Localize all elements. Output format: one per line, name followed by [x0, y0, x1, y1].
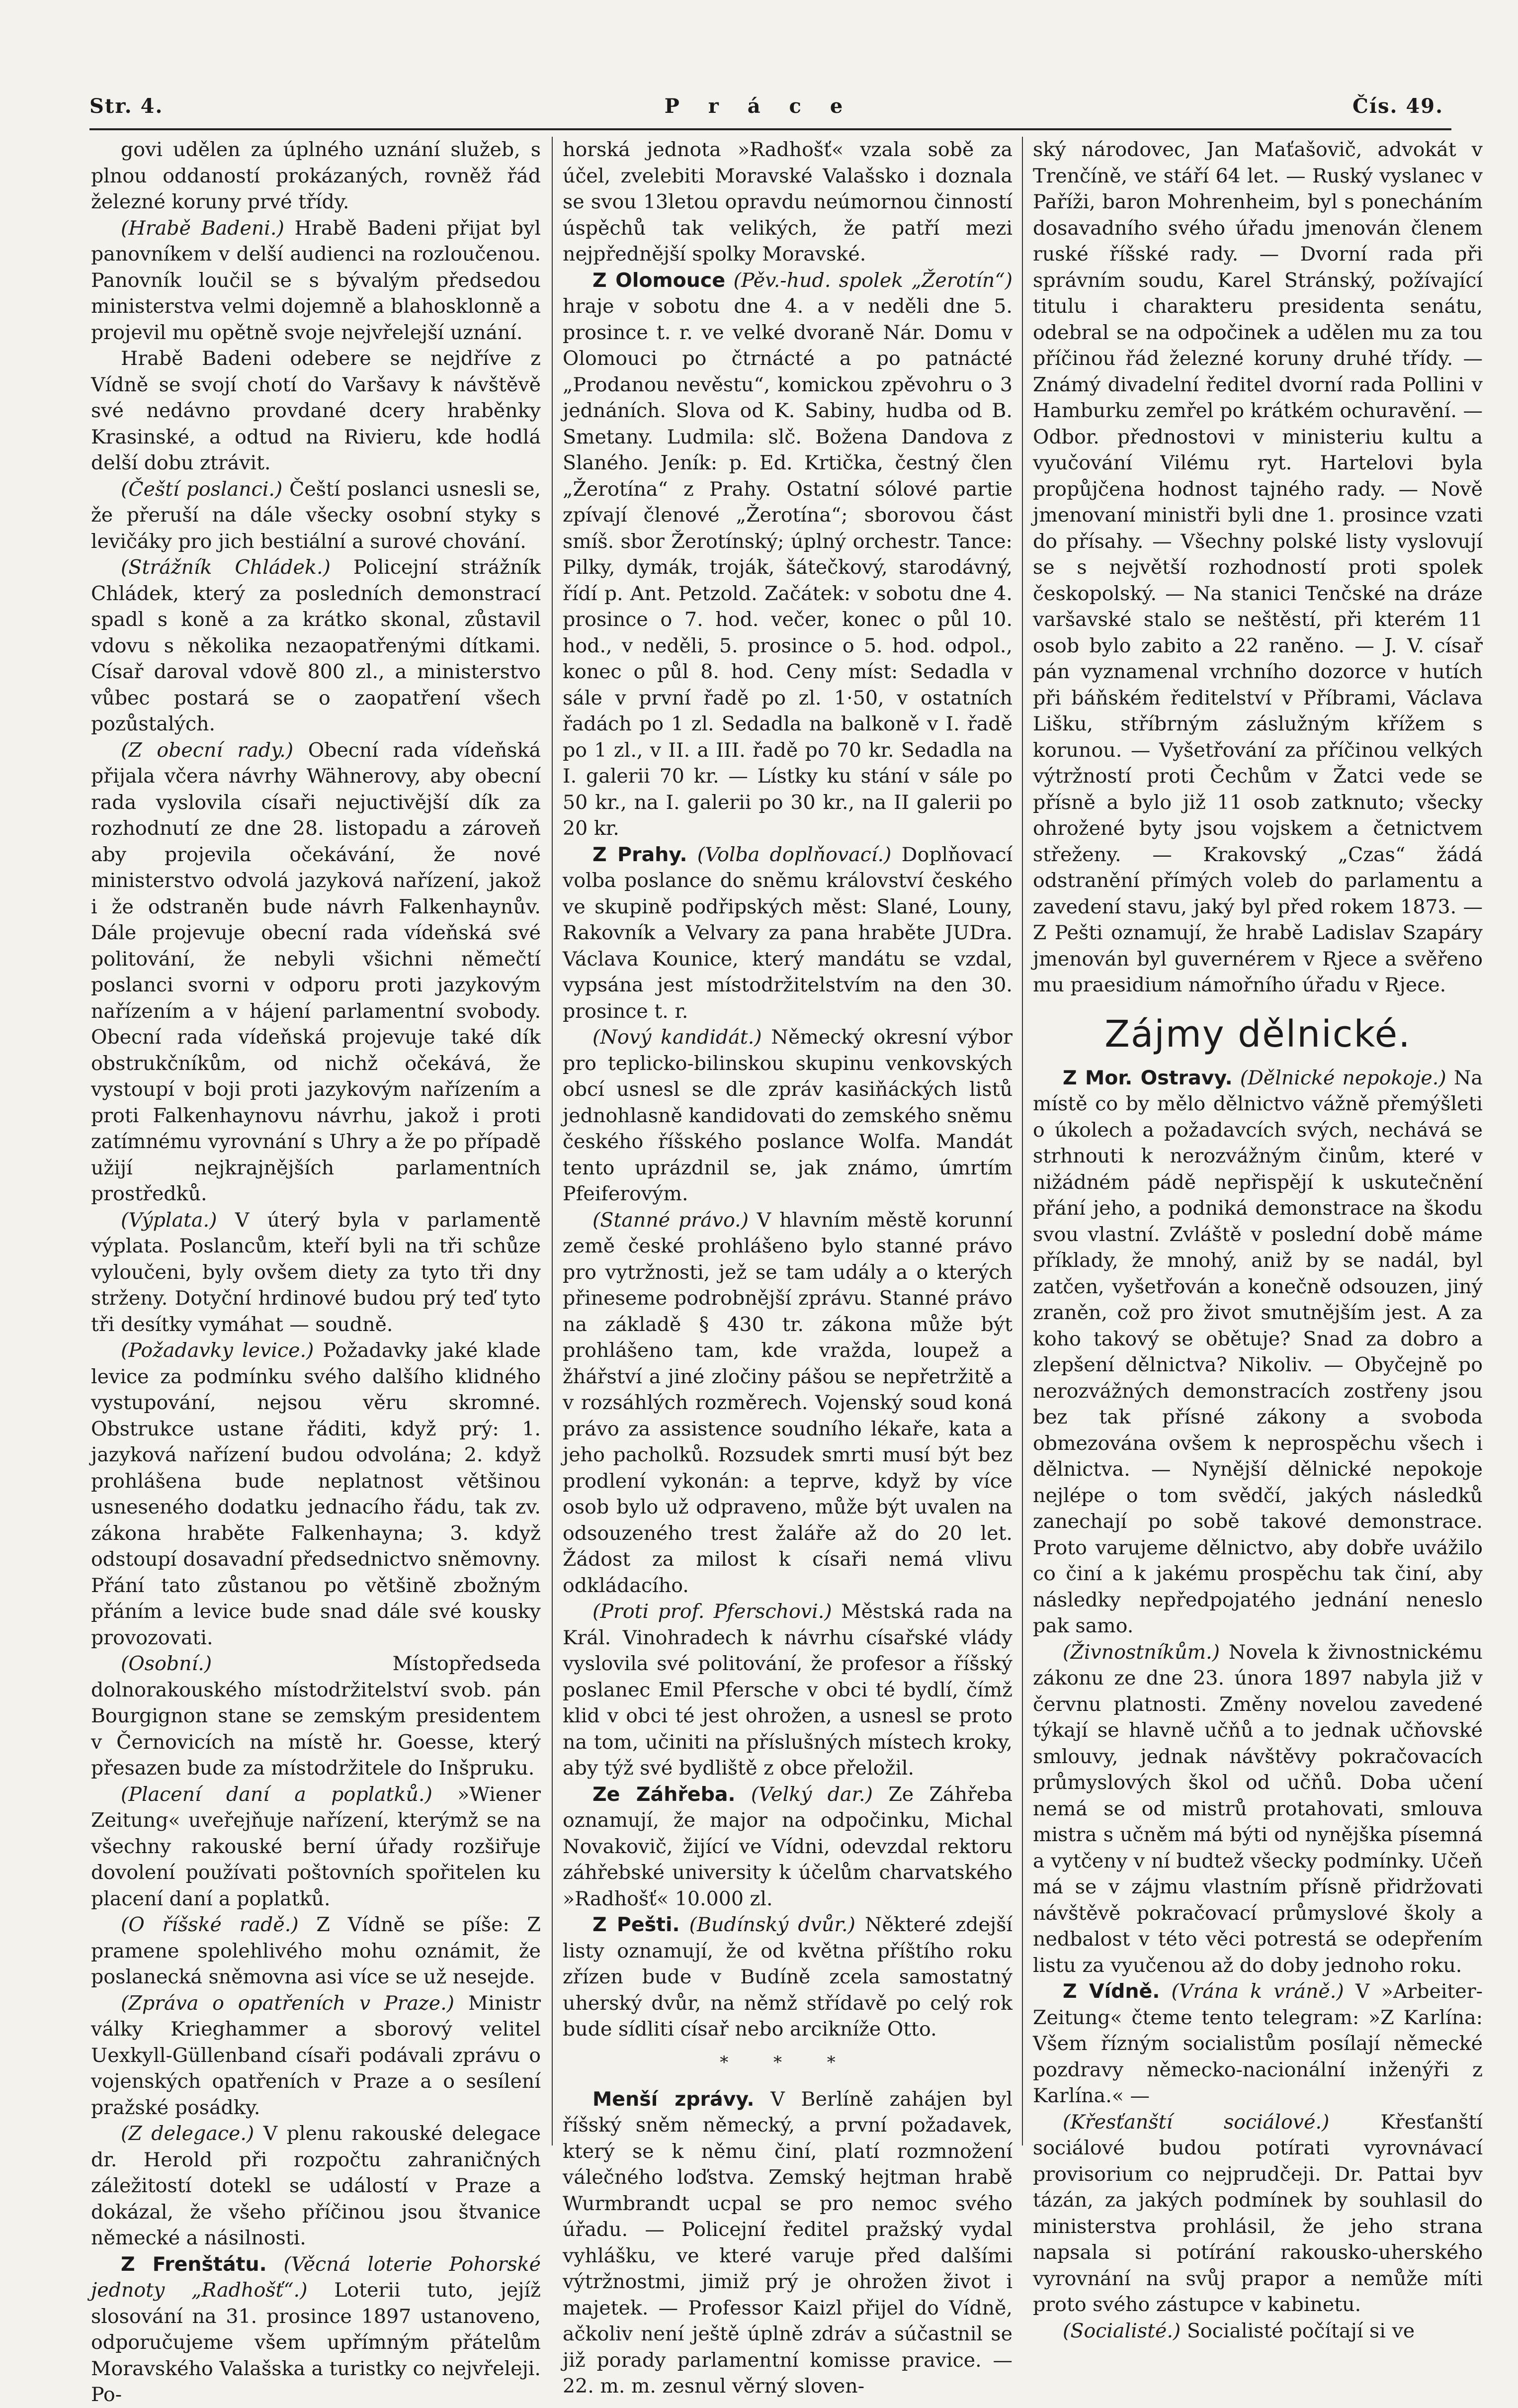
- article-dateline: Z Vídně.: [1063, 1980, 1160, 2003]
- article-heading: (Požadavky levice.): [121, 1339, 314, 1362]
- article-text: Požadavky jaké klade levice za podmínku svého dalšího klidného vystupování, nejsou věru skromné. Obstrukce ustane řáditi, když prý: 1. jazyková nařízení budou odvolána; 2. když prohlášena bude neplatnost většinou usneseného dodatku jednacího řádu, tak zv. zákona hraběte Falkenhayna; 3. když odstoupí dosavadní předsednictvo sněmovny. Přání tato zůstanou po většině zbožným přáním a levice bude snad dále své kousky provozovati.: [91, 1339, 541, 1649]
- article-paragraph: [91, 1990, 541, 2121]
- article-heading: (O říšské radě.): [121, 1913, 299, 1936]
- article-paragraph: [91, 215, 541, 346]
- article-text: Čeští poslanci usnesli se, že přeruší na dále všecky osobní styky s levičáky pro jich bestiální a surové chování.: [91, 477, 541, 553]
- article-dateline: Z Frenštátu.: [121, 2252, 267, 2276]
- article-text: Hrabě Badeni odebere se nejdříve z Vídně se svojí chotí do Varšavy k návštěvě své nedávno provdané dcery hraběnky Krasinské, a odtud na Rivieru, kde hodlá delší dobu ztrávit.: [91, 347, 541, 474]
- article-text: V hlavním městě korunní země české prohlášeno bylo stanné právo pro vytržnosti, jež se tam udály a o kterých přineseme podrobnější zprávu. Stanné právo na základě § 430 tr. zákona může být prohlášeno tam, kde vražda, loupež a žhářství a jiné zločiny pášou se nepřetržitě a v rozsáhlých rozměrech. Vojenský soud koná právo za assistence soudního lékaře, kata a jeho pacholků. Rozsudek smrti musí být bez prodlení vykonán: a teprve, když by více osob bylo už odpraveno, může být uvalen na odsouzeného trest žaláře až do 20 let. Žádost za milost k císaři nemá vlivu odkládacího.: [563, 1208, 1012, 1597]
- article-text: govi udělen za úplného uznání služeb, s plnou oddaností prokázaných, rovněž řád železné koruny prvé třídy.: [91, 138, 541, 213]
- column-3: [1033, 137, 1483, 2342]
- article-heading: (Placení daní a poplatků.): [121, 1783, 432, 1806]
- article-paragraph: [1033, 1065, 1483, 1639]
- article-text: Novela k živnostnickému zákonu ze dne 23. února 1897 nabyla již v červnu platnosti. Změny novelou zavedené týkají se hlavně učňů a to jednak učňovské smlouvy, jednak návštěvy pokračovacích průmyslových škol od učňů. Doba učení nemá se od mistrů protahovati, smlouva mistra s učněm má býti od nynějška písemná a vytčeny v ní budtež všecky podmínky. Učeň má se v zájmu vlastním přísně přidržovati návštěvě pokračovací průmyslové školy a nedbalost v této věci potrestá se odepřením listu za vyučenou až do doby jednoho roku.: [1033, 1640, 1483, 1977]
- article-paragraph: [1033, 2109, 1483, 2318]
- article-dateline: Z Pešti.: [592, 1913, 680, 1936]
- column-divider-2: [1022, 137, 1023, 2145]
- article-text: »Wiener Zeitung« uveřejňuje nařízení, kterýmž se na všechny rakouské berní úřady rozšiřuje dovolení používati poštovních spořitelen ku placení daní a poplatků.: [91, 1783, 541, 1910]
- column-2: [563, 137, 1012, 2398]
- article-heading: (Z delegace.): [121, 2122, 254, 2145]
- article-heading: (Stanné právo.): [592, 1208, 749, 1232]
- article-text: hraje v sobotu dne 4. a v neděli dne 5. prosince t. r. ve velké dvoraně Nár. Domu v Olomouci po čtrnácté a po patnácté „Prodanou nevěstu“, komickou zpěvohru o 3 jednáních. Slova od K. Sabiny, hudba od B. Smetany. Ludmila: slč. Božena Dandova z Slaného. Jeník: p. Ed. Krtička, čestný člen „Žerotína“ z Prahy. Ostatní sólové partie zpívají členové „Žerotína“; sborovou část smíš. sbor Žerotínský; úplný orchestr. Tance: Pilky, dymák, troják, šátečkový, starodávný, řídí p. Ant. Petzold. Začátek: v sobotu dne 4. prosince o 7. hod. večer, konec o půl 10. hod., v neděli, 5. prosince o 5. hod. odpol., konec o půl 8. hod. Ceny míst: Sedadla v sále v první řadě po zl. 1·50, v ostatních řadách po 1 zl. Sedadla na balkoně v I. řadě po 1 zl., v II. a III. řadě po 70 kr. Sedadla na I. galerii 70 kr. — Lístky ku stání v sále po 50 kr., na I. galerii po 30 kr., na II galerii po 20 kr.: [563, 295, 1012, 840]
- article-paragraph: [91, 346, 541, 476]
- section-heading: Zájmy dělnické.: [1104, 1012, 1411, 1056]
- article-heading: (Hrabě Badeni.): [121, 216, 284, 240]
- article-text: V Berlíně zahájen byl říšský sněm německý, a první požadavek, který se k němu činí, platí rozmnožení válečného loďstva. Zemský hejtman hrabě Wurmbrandt ucpal se pro nemoc svého úřadu. — Policejní ředitel pražský vydal vyhlášku, ve které varuje před dalšími výtržnostmi, jimiž prý je ohrožen život i majetek. — Professor Kaizl přijel do Vídně, ačkoliv není ještě úplně zdráv a súčastnil se již porady parlamentní komisse pravice. — 22. m. m. zesnul věrný sloven-: [563, 2087, 1012, 2398]
- article-dateline: Menší zprávy.: [592, 2087, 755, 2111]
- article-paragraph: [91, 137, 541, 215]
- article-paragraph: [563, 1599, 1012, 1782]
- article-heading: (Vrána k vráně.): [1160, 1980, 1344, 2003]
- newspaper-title: P r á c e: [664, 94, 854, 118]
- article-text: Loterii tuto, jejíž slosování na 31. prosince 1897 ustanoveno, odporučujeme všem upřímným přátelům Moravského Valašska a turistky co nejvřeleji. Po-: [91, 2279, 541, 2406]
- article-text: Z Vídně se píše: Z pramene spolehlivého mohu oznámit, že poslanecká sněmovna asi více se už nesejde.: [91, 1913, 541, 1988]
- article-paragraph: [91, 476, 541, 555]
- article-heading: (Socialisté.): [1063, 2319, 1181, 2342]
- issue-number: Čís. 49.: [1352, 94, 1443, 118]
- article-text: ský národovec, Jan Maťašovič, advokát v Trenčíně, ve stáří 64 let. — Ruský vyslanec v Paříži, baron Mohrenheim, byl s ponecháním dosavadního svého úřadu jmenován členem ruské říšské rady. — Dvorní rada při správním soudu, Karel Stránský, požívající titulu i charakteru presidenta senátu, odebral se na odpočinek a udělen mu za tou příčinou řád železné koruny druhé třídy. — Známý divadelní ředitel dvorní rada Pollini v Hamburku zemřel po krátkém ochuravění. — Odbor. přednostovi v ministeriu kultu a vyučování Vilému ryt. Hartelovi byla propůjčena hodnost tajného rady. — Nově jmenovaní ministři byli dne 1. prosince vzati do přísahy. — Všechny polské listy vyslovují se s největší rozhodností proti spolek českopolský. — Na stanici Tenčské na dráze varšavské stalo se neštěstí, při kterém 11 osob bylo zabito a 22 raněno. — J. V. císař pán vyznamenal vrchního dozorce v hutích při báňském ředitelství v Příbrami, Václava Lišku, stříbrným záslužným křížem s korunou. — Vyšetřování za příčinou velkých výtržností proti Čechům v Žatci vede se přísně a bylo již 11 osob zatknuto; všecky ohrožené byty jsou vojskem a četnictvem střeženy. — Krakovský „Czas“ žádá odstranění přímých voleb do parlamentu a zavedení stavu, jaký byl před rokem 1873. — Z Pešti oznamují, že hrabě Ladislav Szapáry jmenován byl guvernérem v Rjece a svěřeno mu praesidium námořního úřadu v Rjece.: [1033, 138, 1483, 996]
- article-paragraph: [91, 554, 541, 737]
- article-heading: (Výplata.): [121, 1208, 217, 1232]
- article-heading: (Strážník Chládek.): [121, 556, 331, 579]
- article-text: V »Arbeiter-Zeitung« čteme tento telegram: »Z Karlína: Všem řízným socialistům posílají německé pozdravy německo-nacionální inženýři z Karlína.« —: [1033, 1980, 1483, 2107]
- article-paragraph: [91, 1651, 541, 1782]
- article-text: V plenu rakouské delegace dr. Herold při rozpočtu zahraničných záležitostí dotekl se událostí v Praze a dokázal, že všeho příčinou jsou štvanice německé a násilnosti.: [91, 2122, 541, 2249]
- article-text: Policejní strážník Chládek, který za posledních demonstrací spadl s koně a za krátko skonal, zůstavil vdovu s několika nezaopatřenými dítkami. Císař daroval vdově 800 zl., a ministerstvo vůbec postará se o zaopatření všech pozůstalých.: [91, 556, 541, 735]
- article-paragraph: [563, 1024, 1012, 1207]
- article-paragraph: [563, 1207, 1012, 1599]
- article-heading: (Živnostníkům.): [1063, 1640, 1220, 1664]
- article-paragraph: [563, 137, 1012, 268]
- article-paragraph: [1033, 137, 1483, 998]
- article-heading: (Z obecní rady.): [121, 738, 294, 762]
- article-dateline: Z Prahy.: [592, 843, 687, 866]
- article-heading: (Zpráva o opatřeních v Praze.): [121, 1991, 455, 2015]
- article-text: Ze Záhřeba oznamují, že major na odpočinku, Michal Novakovič, žijící ve Vídni, odevzdal rektoru záhřebské university k účelům charvatského »Radhošť« 10.000 zl.: [563, 1783, 1012, 1910]
- article-heading: (Volba doplňovací.): [687, 843, 892, 866]
- header-rule: [89, 128, 1451, 130]
- article-paragraph: [91, 737, 541, 1207]
- article-text: Socialisté počítají si ve: [1181, 2319, 1415, 2342]
- article-text: Doplňovací volba poslance do sněmu království českého ve skupině podřipských měst: Slané, Louny, Rakovník a Velvary za pana hraběte JUDra. Václava Kounice, který mandátu se vzdal, vypsána jest místodržitelstvím na den 30. prosince t. r.: [563, 843, 1012, 1023]
- section-separator: * * *: [720, 2052, 855, 2072]
- article-paragraph: [563, 268, 1012, 842]
- article-text: V úterý byla v parlamentě výplata. Poslancům, kteří byli na tři schůze vyloučeni, byly ovšem diety za tyto tři dny strženy. Dotyční hrdinové budou prý teď tyto tři desítky vymáhat — soudně.: [91, 1208, 541, 1336]
- article-paragraph: [91, 1207, 541, 1338]
- article-heading: (Osobní.): [121, 1652, 212, 1675]
- article-dateline: Ze Záhřeba.: [592, 1783, 736, 1806]
- column-divider-1: [552, 137, 553, 2145]
- article-paragraph: [1033, 1978, 1483, 2109]
- page-number: Str. 4.: [89, 94, 164, 118]
- article-heading: (Křesťanští sociálové.): [1063, 2110, 1330, 2134]
- article-paragraph: [1033, 1639, 1483, 1979]
- article-heading: (Velký dar.): [735, 1783, 873, 1806]
- article-heading: (Čeští poslanci.): [121, 477, 283, 501]
- article-text: Ministr války Krieghammer a sborový velitel Uexkyll-Güllenband císaři podávali zprávu o vojenských opatřeních v Praze a o sesílení pražské posádky.: [91, 1991, 541, 2119]
- article-text: Obecní rada vídeňská přijala včera návrhy Wähnerovy, aby obecní rada vyslovila císaři nejuctivější dík za rozhodnutí ze dne 28. listopadu a zároveň aby projevila očekávání, že nové ministerstvo odvolá jazyková nařízení, jakož i že odstraněn bude návrh Falkenhaynův. Dále projevuje obecní rada vídeňská své politování, že nebyli všichni němečtí poslanci svorni v odporu proti jazykovým nařízením a v hájení parlamentní svobody. Obecní rada vídeňská projevuje také dík obstrukčníkům, od nichž očekává, že vystoupí v boji proti jazykovým nařízením a proti Falkenhaynovu návrhu, jakož i proti zatímnému vyrovnání s Uhry a že po případě užijí nejkrajnějších parlamentních prostředků.: [91, 738, 541, 1205]
- article-paragraph: [91, 1782, 541, 1912]
- article-heading: (Budínský dvůr.): [679, 1913, 855, 1936]
- article-text: Německý okresní výbor pro teplicko-bilinskou skupinu venkovských obcí usnesl se dle zpráv kasiňáckých listů jednohlasně kandidovati do zemského sněmu českého říšského poslance Wolfa. Mandát tento uprázdnil se, jak známo, úmrtím Pfeiferovým.: [563, 1026, 1012, 1205]
- article-heading: (Nový kandidát.): [592, 1026, 762, 1049]
- article-text: Městská rada na Král. Vinohradech k návrhu císařské vlády vyslovila své politování, že profesor a říšský poslanec Emil Pfersche v obci té bydlí, čímž klid v obci té jest ohrožen, a usnesl se proto na tom, učiniti na příslušných místech kroky, aby týž své bydliště z obce přeložil.: [563, 1600, 1012, 1780]
- article-text: Místopředseda dolnorakouského místodržitelství svob. pán Bourgignon stane se zemským presidentem v Černovicích na místě hr. Goesse, který přesazen bude za místodržitele do Inšpruku.: [91, 1652, 541, 1780]
- article-paragraph: [91, 1912, 541, 1990]
- column-1: [91, 137, 541, 2406]
- article-text: horská jednota »Radhošť« vzala sobě za účel, zvelebiti Moravské Valašsko i doznala se svou 13letou opravdu neúmornou činností úspěchů tak velikých, že patří mezi nejpřednější spolky Moravské.: [563, 138, 1012, 266]
- article-heading: (Dělnické nepokoje.): [1232, 1066, 1446, 1089]
- article-paragraph: [563, 2086, 1012, 2400]
- article-heading: (Věcná loterie Pohorské jednoty „Radhošť“.): [91, 2252, 541, 2302]
- article-text: Hrabě Badeni přijat byl panovníkem v delší audienci na rozloučenou. Panovník loučil se s bývalým předsedou ministerstva velmi dojemně a blahosklonně a projevil mu opětně svoje nejvřelejší uznání.: [91, 216, 541, 344]
- article-text: Některé zdejší listy oznamují, že od května příštího roku zřízen bude v Budíně zcela samostatný uherský dvůr, na němž střídavě po celý rok bude sídliti císař nebo arcikníže Otto.: [563, 1913, 1012, 2041]
- article-heading: (Proti prof. Pferschovi.): [592, 1600, 832, 1623]
- article-paragraph: [91, 2251, 541, 2408]
- article-paragraph: [563, 1912, 1012, 2043]
- article-text: Křesťanští sociálové budou potírati vyrovnávací provisorium co nejprudčeji. Dr. Pattai byv tázán, za jakých podmínek by souhlasil do ministerstva prohlásil, že jeho strana napsala si potírání rakousko-uherského vyrovnání na svůj prapor a nemůže míti proto svého zástupce v kabinetu.: [1033, 2110, 1483, 2316]
- article-paragraph: [563, 842, 1012, 1025]
- article-dateline: Z Olomouce: [592, 268, 726, 292]
- article-paragraph: [91, 2121, 541, 2251]
- article-paragraph: [91, 1338, 541, 1651]
- article-heading: (Pěv.-hud. spolek „Žerotín“): [725, 268, 1012, 292]
- article-paragraph: [563, 1782, 1012, 1912]
- article-paragraph: [1033, 2318, 1483, 2344]
- article-dateline: Z Mor. Ostravy.: [1063, 1066, 1233, 1089]
- article-text: Na místě co by mělo dělnictvo vážně přemýšleti o úkolech a požadavcích svých, nechává se strhnouti k nerozvážným činům, které v nižádném pádě nepřispějí k uskutečnění přání jeho, a podniká demonstrace na škodu svou vlastní. Zvláště v poslední době máme příklady, že mnohý, aniž by se nadál, byl zatčen, vyšetřován a konečně odsouzen, jiný zraněn, což pro život smutnějším jest. A za koho takový se obětuje? Snad za dobro a zlepšení dělnictva? Nikoliv. — Obyčejně po nerozvážných demonstracích zostřeny jsou bez tak přísné zákony a svoboda obmezována ovšem k neprospěchu všech i dělnictva. — Nynější dělnické nepokoje nejlépe o tom svědčí, jakých následků zanechají po sobě takové demonstrace. Proto varujeme dělnictvo, aby dobře uvážilo co činí a k jakému prospěchu tak činí, aby následky nepředpojatého jednání neneslo pak samo.: [1033, 1066, 1483, 1637]
